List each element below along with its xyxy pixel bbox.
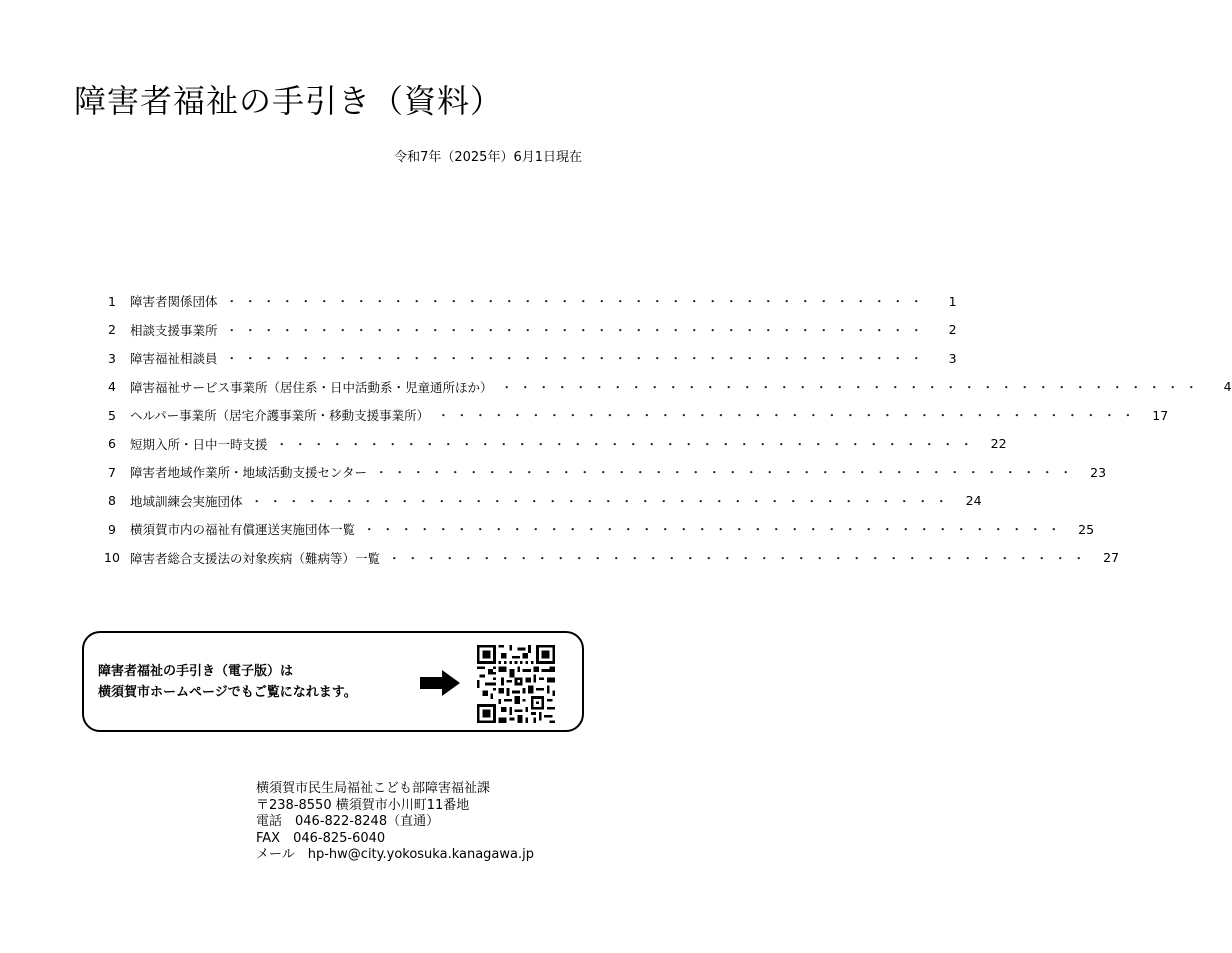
toc-leader: ・・・・・・・・・・・・・・・・・・・・・・・・・・・・・・・・・・・・・・ [500,379,1204,395]
toc-page: 24 [965,493,982,509]
toc-number: 7 [108,464,116,480]
toc-title: 相談支援事業所 [130,322,218,338]
toc-title: 障害福祉相談員 [130,351,218,367]
toc-page: 23 [1090,464,1107,480]
toc-page: 17 [1152,407,1169,423]
qr-code-icon[interactable] [477,645,555,723]
toc-leader: ・・・・・・・・・・・・・・・・・・・・・・・・・・・・・・・・・・・・・・ [225,322,929,338]
toc-page: 1 [948,293,957,309]
toc-leader: ・・・・・・・・・・・・・・・・・・・・・・・・・・・・・・・・・・・・・・ [250,493,954,509]
toc-row [96,287,957,316]
toc-title: 障害者総合支援法の対象疾病（難病等）一覧 [130,550,381,566]
notice-text [98,661,357,703]
toc-number: 9 [108,521,116,537]
toc-leader: ・・・・・・・・・・・・・・・・・・・・・・・・・・・・・・・・・・・・・・ [363,522,1067,538]
toc-number: 6 [108,436,116,452]
toc-row [96,544,1120,573]
toc-title: 障害者地域作業所・地域活動支援センター [130,465,368,481]
toc-row [96,487,982,516]
toc-number: 5 [108,407,116,423]
notice-line-2: 横須賀市ホームページでもご覧になれます。 [98,685,357,700]
toc-title: 横須賀市内の福祉有償運送実施団体一覧 [130,522,356,538]
table-of-contents [96,287,1232,572]
toc-title: 短期入所・日中一時支援 [130,436,268,452]
contact-address: 〒238-8550 横須賀市小川町11番地 [256,797,470,813]
toc-leader: ・・・・・・・・・・・・・・・・・・・・・・・・・・・・・・・・・・・・・・ [275,436,979,452]
contact-email[interactable]: メール hp-hw@city.yokosuka.kanagawa.jp [256,847,534,862]
contact-department: 横須賀市民生局福祉こども部障害福祉課 [256,781,491,796]
contact-fax: FAX 046-825-6040 [256,830,386,846]
toc-leader: ・・・・・・・・・・・・・・・・・・・・・・・・・・・・・・・・・・・・・・ [388,550,1092,566]
toc-leader: ・・・・・・・・・・・・・・・・・・・・・・・・・・・・・・・・・・・・・・ [225,351,929,367]
toc-leader: ・・・・・・・・・・・・・・・・・・・・・・・・・・・・・・・・・・・・・・ [225,294,929,310]
toc-leader: ・・・・・・・・・・・・・・・・・・・・・・・・・・・・・・・・・・・・・・ [437,408,1141,424]
toc-row [96,458,1107,487]
as-of-date: 令和7年（2025年）6月1日現在 [394,150,582,165]
contact-block [256,781,534,864]
toc-row [96,515,1095,544]
toc-page: 4 [1223,379,1232,395]
document-title: 障害者福祉の手引き（資料） [74,82,504,120]
toc-row [96,401,1169,430]
toc-page: 25 [1078,521,1095,537]
toc-number: 8 [108,493,116,509]
toc-page: 22 [990,436,1007,452]
toc-title: 障害福祉サービス事業所（居住系・日中活動系・児童通所ほか） [130,379,493,395]
toc-number: 10 [104,550,120,566]
electronic-version-notice [82,631,584,732]
toc-page: 3 [948,350,957,366]
toc-row [96,316,957,345]
toc-row [96,430,1007,459]
toc-page: 27 [1103,550,1120,566]
toc-number: 1 [108,293,116,309]
toc-page: 2 [948,322,957,338]
right-arrow-icon [420,670,460,696]
toc-title: 地域訓練会実施団体 [130,493,243,509]
toc-number: 3 [108,350,116,366]
toc-number: 4 [108,379,116,395]
toc-leader: ・・・・・・・・・・・・・・・・・・・・・・・・・・・・・・・・・・・・・・ [375,465,1079,481]
toc-title: ヘルパー事業所（居宅介護事業所・移動支援事業所） [130,408,430,424]
toc-title: 障害者関係団体 [130,294,218,310]
contact-phone: 電話 046-822-8248（直通） [256,814,440,829]
notice-line-1: 障害者福祉の手引き（電子版）は [98,664,294,679]
toc-number: 2 [108,322,116,338]
toc-row [96,344,957,373]
toc-row [96,373,1232,402]
